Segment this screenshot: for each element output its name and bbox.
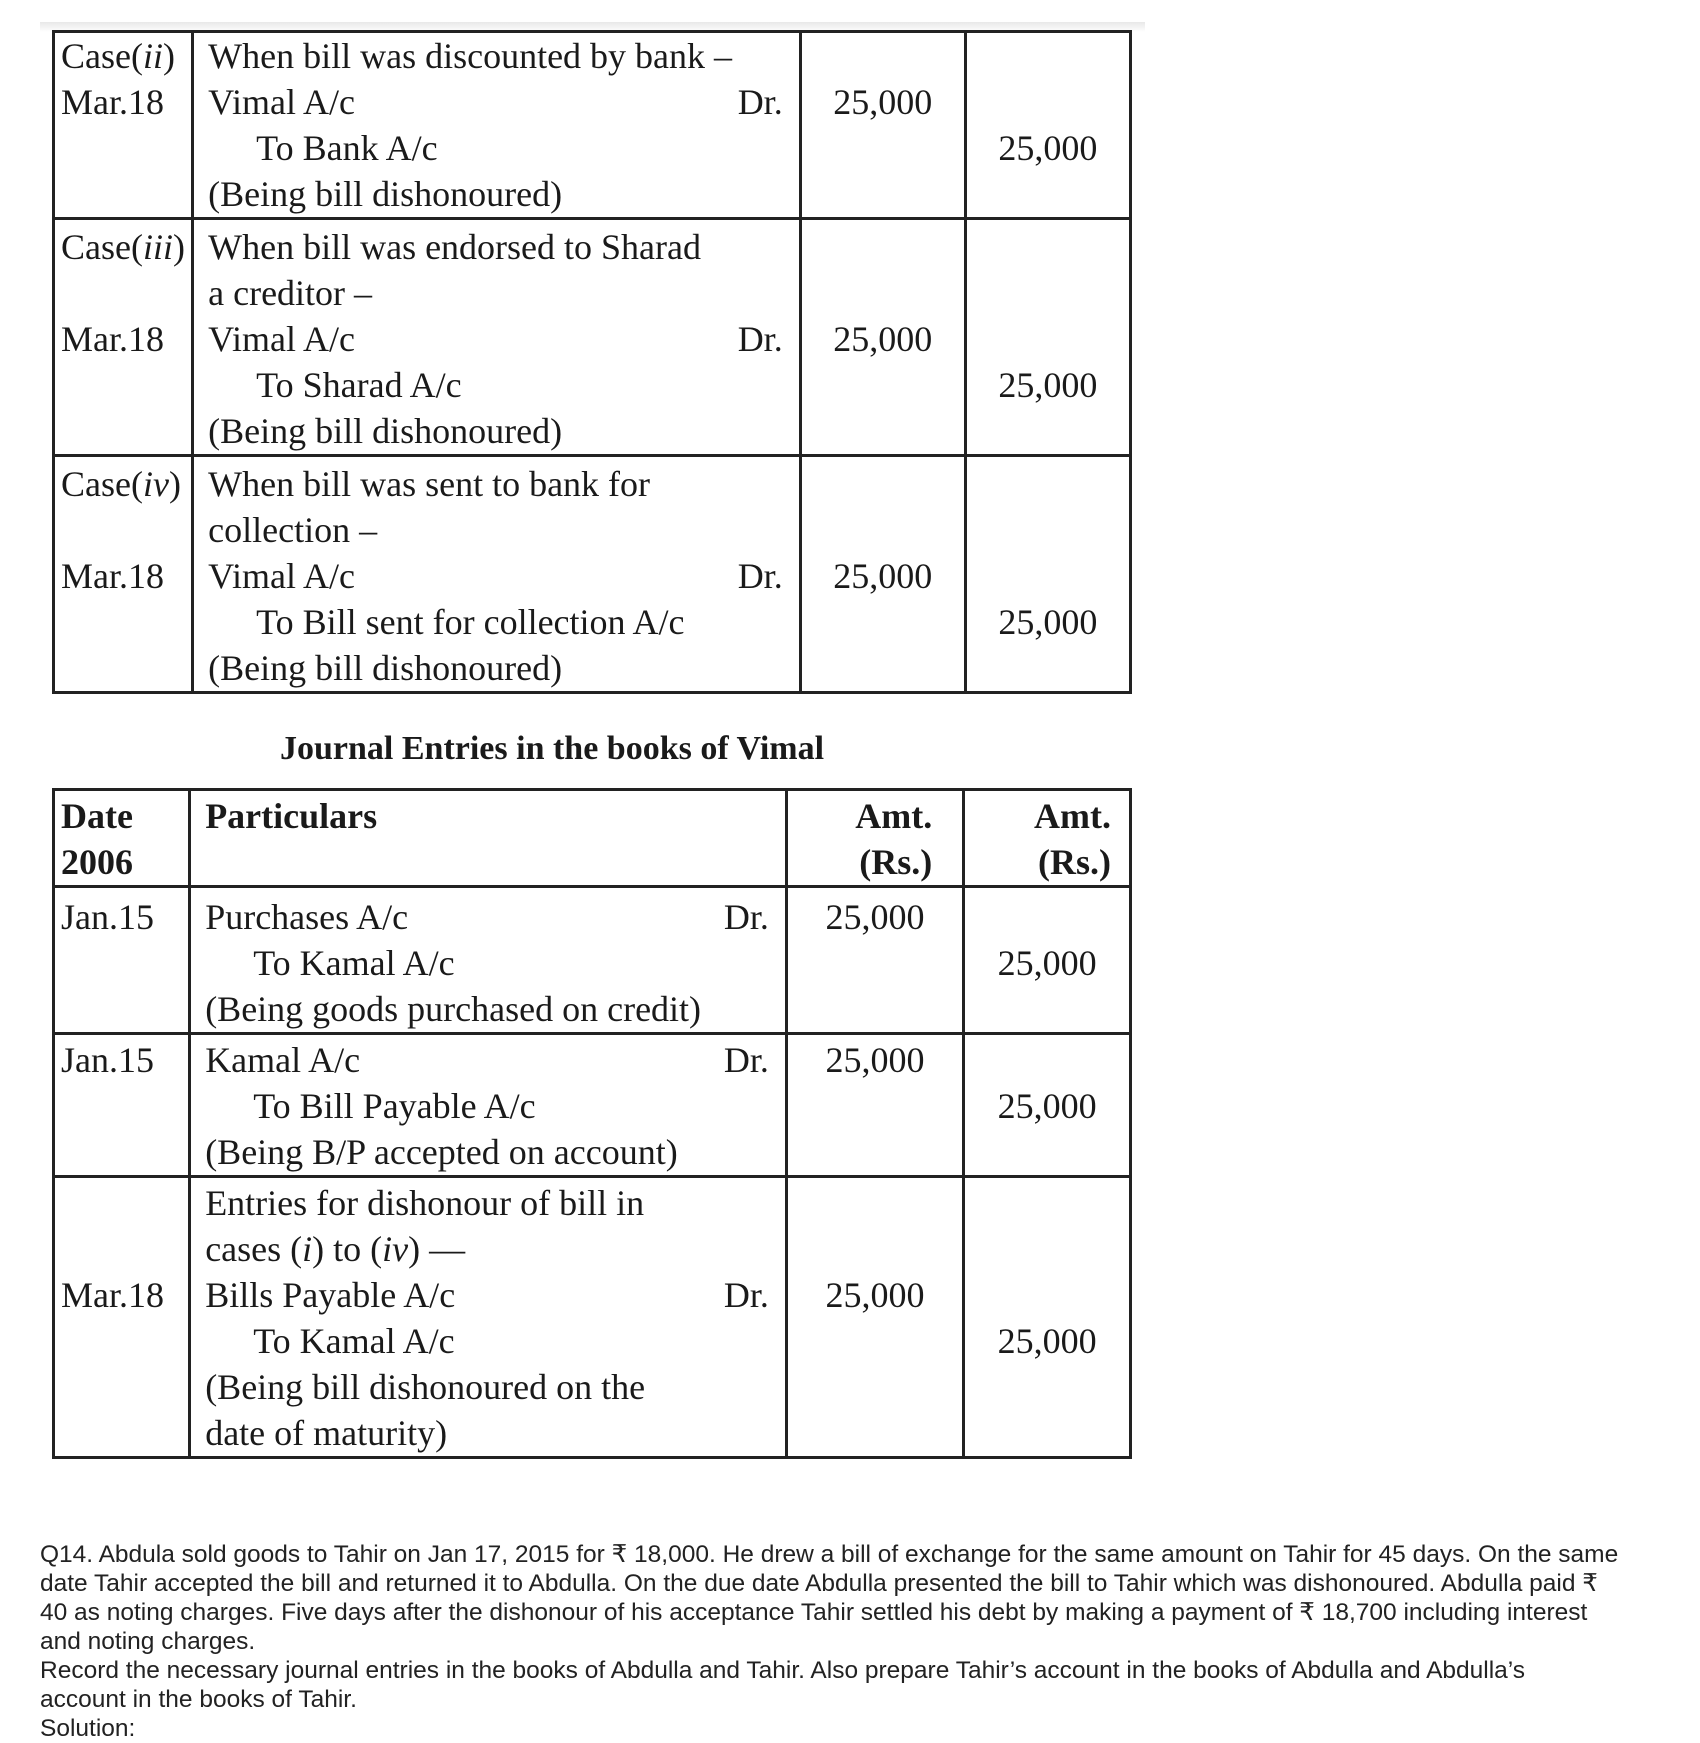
case-label: Case( <box>61 464 143 504</box>
debit-amount: 25,000 <box>825 1275 925 1315</box>
particulars-cell <box>193 456 801 693</box>
text: ) — <box>408 1229 466 1269</box>
roman-iv: iv <box>382 1229 409 1269</box>
case-close: ) <box>168 464 181 504</box>
case-roman: ii <box>142 36 163 76</box>
credit-account: To Kamal A/c <box>253 943 455 983</box>
question-line: 40 as noting charges. Five days after the dishonour of his acceptance Tahir settled his debt by making a payment of ₹ 18,700 including interest <box>40 1599 1588 1626</box>
debit-amount-cell <box>800 456 965 693</box>
entries-heading: Entries for dishonour of bill in <box>205 1183 645 1223</box>
entry-date: Mar.18 <box>61 319 164 359</box>
table-row <box>54 887 1131 1034</box>
particulars-cell <box>190 887 787 1034</box>
credit-amount: 25,000 <box>998 365 1098 405</box>
credit-amount: 25,000 <box>998 602 1098 642</box>
question-line: account in the books of Tahir. <box>40 1686 357 1713</box>
header-amt-unit: (Rs.) <box>1038 842 1111 882</box>
debit-account: Bills Payable A/c <box>205 1275 456 1315</box>
entry-date: Mar.18 <box>61 1275 164 1315</box>
header-date-label: Date <box>61 796 133 836</box>
table-row <box>54 456 1131 693</box>
date-cell <box>54 456 193 693</box>
header-year: 2006 <box>61 842 133 882</box>
section-heading: Journal Entries in the books of Vimal <box>280 730 825 767</box>
debit-amount: 25,000 <box>825 897 925 937</box>
credit-amount-cell <box>964 1034 1131 1177</box>
narration: (Being bill dishonoured) <box>208 174 563 214</box>
narration: (Being B/P accepted on account) <box>205 1132 678 1172</box>
case-close: ) <box>172 227 185 267</box>
debit-amount: 25,000 <box>833 556 933 596</box>
table-row <box>54 32 1131 219</box>
particulars-cell <box>193 32 801 219</box>
narration-cont: date of maturity) <box>205 1413 448 1453</box>
case-roman: iv <box>142 464 169 504</box>
credit-amount: 25,000 <box>997 1321 1097 1361</box>
case-heading-cont: collection – <box>208 510 378 550</box>
debit-amount-cell <box>786 1034 963 1177</box>
debit-amount-cell <box>786 887 963 1034</box>
header-date <box>54 790 190 887</box>
debit-account: Vimal A/c <box>208 556 355 596</box>
narration: (Being goods purchased on credit) <box>205 989 702 1029</box>
dr-label: Dr. <box>723 1275 769 1315</box>
table-row <box>54 1034 1131 1177</box>
question-line: and noting charges. <box>40 1628 256 1655</box>
case-roman: iii <box>142 227 173 267</box>
particulars-cell <box>193 219 801 456</box>
debit-account: Purchases A/c <box>205 897 409 937</box>
header-particulars-label: Particulars <box>205 796 378 836</box>
question-block <box>40 1540 1680 1743</box>
debit-amount-cell <box>786 1177 963 1458</box>
dr-label: Dr. <box>737 319 783 359</box>
table-row <box>54 1177 1131 1458</box>
header-debit-amount <box>786 790 963 887</box>
header-particulars <box>190 790 787 887</box>
credit-account: To Bill Payable A/c <box>253 1086 536 1126</box>
credit-amount-cell <box>964 1177 1131 1458</box>
narration: (Being bill dishonoured on the <box>205 1367 646 1407</box>
debit-account: Kamal A/c <box>205 1040 361 1080</box>
dr-label: Dr. <box>723 897 769 937</box>
credit-account: To Kamal A/c <box>253 1321 455 1361</box>
question-line: Record the necessary journal entries in the books of Abdulla and Tahir. Also prepare Tahir’s account in the books of Abdulla and Abdulla’s <box>40 1657 1526 1684</box>
narration: (Being bill dishonoured) <box>208 411 563 451</box>
date-cell <box>54 1034 190 1177</box>
date-cell <box>54 32 193 219</box>
credit-account: To Bank A/c <box>256 128 438 168</box>
header-amt-unit: (Rs.) <box>859 842 933 882</box>
dr-label: Dr. <box>737 82 783 122</box>
roman-i: i <box>302 1229 313 1269</box>
entries-heading-cont <box>205 1226 775 1272</box>
particulars-cell <box>190 1034 787 1177</box>
particulars-cell <box>190 1177 787 1458</box>
dr-label: Dr. <box>737 556 783 596</box>
entry-date: Mar.18 <box>61 556 164 596</box>
credit-amount: 25,000 <box>998 128 1098 168</box>
case-heading: When bill was endorsed to Sharad <box>208 227 701 267</box>
credit-amount: 25,000 <box>997 1086 1097 1126</box>
credit-amount-cell <box>965 32 1130 219</box>
credit-amount-cell <box>964 887 1131 1034</box>
case-close: ) <box>162 36 175 76</box>
entry-date: Jan.15 <box>61 897 154 937</box>
dr-label: Dr. <box>723 1040 769 1080</box>
date-cell <box>54 219 193 456</box>
table-row <box>54 219 1131 456</box>
narration: (Being bill dishonoured) <box>208 648 563 688</box>
case-heading: When bill was sent to bank for <box>208 464 651 504</box>
date-cell <box>54 1177 190 1458</box>
credit-account: To Sharad A/c <box>256 365 462 405</box>
table-header-row <box>54 790 1131 887</box>
debit-account: Vimal A/c <box>208 82 355 122</box>
text: ) to ( <box>312 1229 383 1269</box>
case-heading: When bill was discounted by bank – <box>208 36 733 76</box>
case-label: Case( <box>61 227 143 267</box>
debit-account: Vimal A/c <box>208 319 355 359</box>
credit-amount-cell <box>965 456 1130 693</box>
credit-amount: 25,000 <box>997 943 1097 983</box>
entry-date: Jan.15 <box>61 1040 154 1080</box>
text: cases ( <box>205 1229 303 1269</box>
date-cell <box>54 887 190 1034</box>
question-line: Q14. Abdula sold goods to Tahir on Jan 17, 2015 for ₹ 18,000. He drew a bill of exchange for the same amount on Tahir for 45 days. On the same <box>40 1541 1619 1568</box>
case-label: Case( <box>61 36 143 76</box>
credit-account: To Bill sent for collection A/c <box>256 602 685 642</box>
debit-amount: 25,000 <box>825 1040 925 1080</box>
journal-table-vimal <box>52 788 1132 1459</box>
header-amt-label: Amt. <box>1034 796 1111 836</box>
solution-label: Solution: <box>40 1715 136 1742</box>
case-heading-cont: a creditor – <box>208 273 373 313</box>
entry-date: Mar.18 <box>61 82 164 122</box>
header-credit-amount <box>964 790 1131 887</box>
question-line: date Tahir accepted the bill and returned it to Abdulla. On the due date Abdulla presented the bill to Tahir which was dishonoured. Abdulla paid ₹ <box>40 1570 1598 1597</box>
header-amt-label: Amt. <box>855 796 933 836</box>
debit-amount-cell <box>800 32 965 219</box>
debit-amount-cell <box>800 219 965 456</box>
journal-table-cases <box>52 30 1132 694</box>
debit-amount: 25,000 <box>833 319 933 359</box>
debit-amount: 25,000 <box>833 82 933 122</box>
credit-amount-cell <box>965 219 1130 456</box>
